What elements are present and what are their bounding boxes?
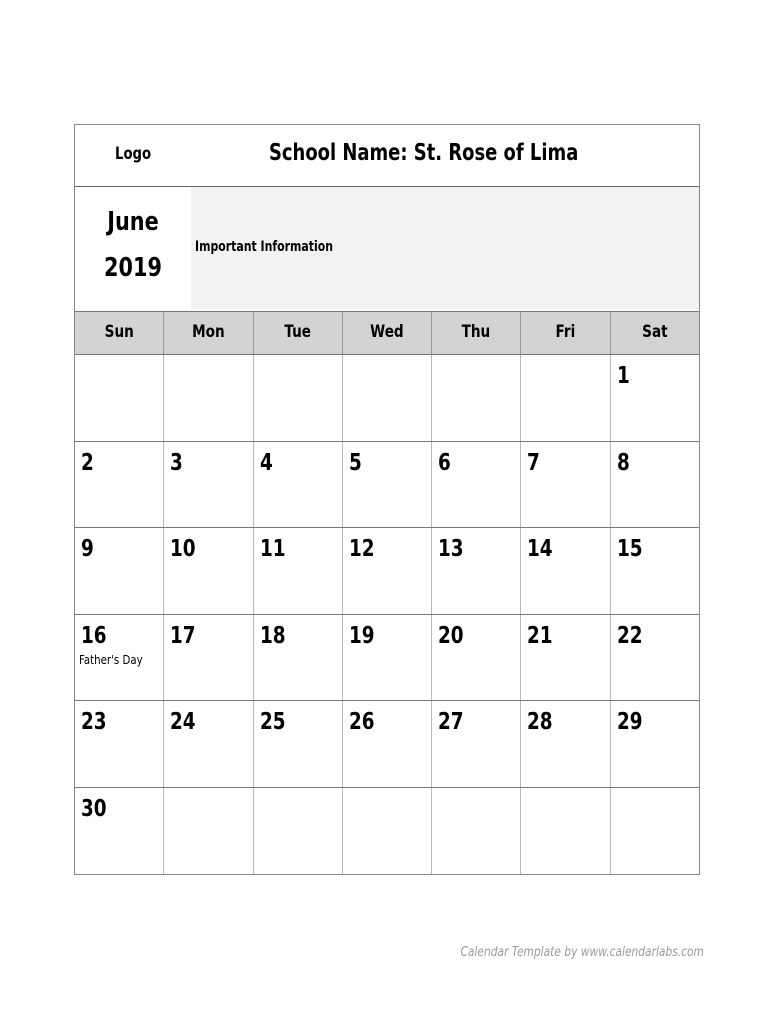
weekday-wed: Wed [342,312,431,354]
important-info-label: Important Information [195,239,333,255]
weekday-sun: Sun [104,322,134,342]
logo-placeholder: Logo [115,144,152,164]
day-number: 24 [170,709,196,735]
day-number: 1 [616,363,630,389]
day-number: 28 [527,709,554,735]
day-number: 4 [259,449,273,476]
month-box [75,187,191,311]
day-number: 29 [616,709,643,735]
day-cell [431,701,520,787]
day-number: 14 [527,536,554,562]
day-number: 8 [616,449,630,476]
day-cell [253,442,342,528]
day-cell [342,442,431,528]
day-number: 25 [259,709,286,735]
day-number: 11 [259,536,286,562]
day-cell [431,442,520,528]
day-number: 27 [438,709,464,735]
day-cell [520,788,609,875]
weekday-fri: Fri [520,312,609,354]
day-cell [163,355,252,441]
day-number: 19 [348,622,375,649]
day-cell [520,442,609,528]
day-cell [163,788,252,875]
day-cell [342,701,431,787]
day-cell [520,355,609,441]
day-cell [253,528,342,614]
day-cell [520,701,609,787]
month-year: 2019 [104,253,162,283]
day-cell [163,528,252,614]
weekday-mon: Mon [163,312,252,354]
day-cell [342,788,431,875]
day-number: 7 [527,449,541,476]
day-number: 15 [616,536,643,562]
day-cell [431,355,520,441]
day-cell [610,442,699,528]
day-number: 18 [259,622,286,649]
week-row [75,528,699,615]
day-number: 23 [81,709,107,735]
calendar-sheet [74,124,700,875]
week-row [75,442,699,529]
day-number: 20 [438,622,464,649]
day-number: 17 [170,622,196,649]
day-cell [610,701,699,787]
day-number: 21 [527,622,554,649]
day-cell [431,788,520,875]
day-number: 3 [170,449,184,476]
school-name: School Name: St. Rose of Lima [269,140,579,166]
week-row [75,615,699,702]
day-cell [253,615,342,701]
day-number: 16 [81,622,107,649]
day-number: 30 [81,795,107,822]
day-note: Father's Day [79,652,143,667]
week-row [75,701,699,788]
day-cell [431,528,520,614]
day-cell [342,615,431,701]
day-cell [342,355,431,441]
day-cell [610,788,699,875]
important-info-box [191,187,699,309]
day-cell [520,528,609,614]
day-cell [610,528,699,614]
title-row [75,125,699,187]
day-cell [75,355,163,441]
day-cell [163,701,252,787]
day-number: 26 [348,709,375,735]
day-cell [75,442,163,528]
day-cell [75,701,163,787]
footer-credit: Calendar Template by www.calendarlabs.com [460,945,704,960]
day-cell [253,788,342,875]
day-cell [610,615,699,701]
day-cell [431,615,520,701]
day-cell [75,788,163,875]
day-cell [163,615,252,701]
day-number: 6 [438,449,451,476]
calendar-grid [75,355,699,874]
day-number: 9 [81,536,94,562]
day-cell [75,615,163,701]
weekday-thu: Thu [431,312,520,354]
day-cell [253,701,342,787]
week-row [75,788,699,875]
weekday-header [75,311,699,355]
day-cell [163,442,252,528]
day-number: 22 [616,622,643,649]
day-cell [520,615,609,701]
info-row [75,187,699,311]
day-number: 13 [438,536,464,562]
day-number: 5 [348,449,362,476]
day-cell [253,355,342,441]
weekday-sat: Sat [610,312,699,354]
day-cell [75,528,163,614]
weekday-tue: Tue [253,312,342,354]
month-name: June [107,207,159,237]
day-number: 2 [81,449,94,476]
day-cell [342,528,431,614]
day-number: 12 [348,536,375,562]
week-row [75,355,699,442]
day-cell [610,355,699,441]
day-number: 10 [170,536,196,562]
